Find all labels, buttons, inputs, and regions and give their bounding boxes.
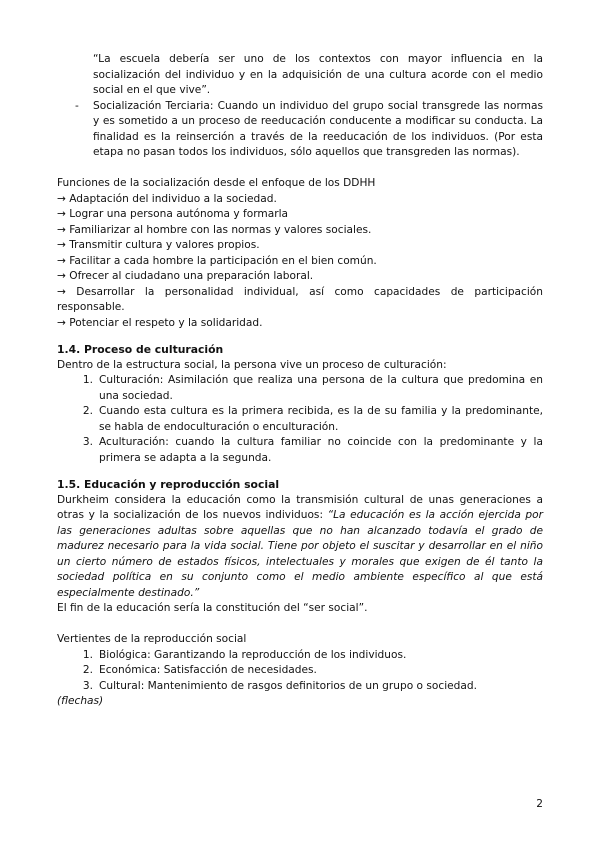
section-1-4-title: 1.4. Proceso de culturación [57, 343, 224, 356]
list-item-text: Culturación: Asimilación que realiza una persona de la cultura que predomina en una sociedad. [99, 374, 543, 402]
functions-heading: Funciones de la socialización desde el enfoque de los DDHH [57, 177, 376, 189]
vertientes-list [57, 648, 543, 695]
function-item: → Transmitir cultura y valores propios. [57, 239, 260, 251]
list-number: 1. [82, 648, 93, 661]
list-item [73, 404, 543, 435]
list-item-text: Biológica: Garantizando la reproducción de los individuos. [99, 648, 407, 661]
durkheim-quote: “La educación es la acción ejercida por las generaciones adultas sobre aquellas que no han alcanzado todavía el grado de madurez necesario para la vida social. Tiene por objeto el suscitar y desarrollar en el niño un cierto número de estados físicos, intelectuales y morales que exigen de él tanto la sociedad política en su conjunto como el medio ambiente específico al que está especialmente destinado.” [57, 509, 543, 599]
list-item-text: Cultural: Mantenimiento de rasgos definitorios de un grupo o sociedad. [99, 679, 477, 692]
list-item [73, 373, 543, 404]
durkheim-paragraph [57, 493, 543, 602]
section-1-5-title: 1.5. Educación y reproducción social [57, 478, 280, 491]
tertiary-socialization-item [75, 99, 543, 161]
list-number: 3. [82, 436, 93, 448]
list-item-text: Cuando esta cultura es la primera recibida, es la de su familia y la predominante, se habla de endoculturación o enculturación. [99, 405, 543, 433]
dash-bullet: - [75, 99, 79, 112]
document-page [57, 52, 543, 710]
tertiary-socialization-text: Socialización Terciaria: Cuando un individuo del grupo social transgrede las normas y es sometido a un proceso de reeducación conducente a modificar su conducta. La finalidad es la reinserción a través de la reeducación de los individuos. (Por esta etapa no pasan todos los individuos, sólo aquellos que transgreden las normas). [93, 99, 543, 158]
list-item-text: Económica: Satisfacción de necesidades. [99, 664, 317, 676]
vertientes-heading: Vertientes de la reproducción social [57, 633, 247, 645]
list-item [73, 679, 543, 695]
arrows-note-text: (flechas) [57, 695, 104, 707]
durkheim-intro: Durkheim considera la educación como la transmisión cultural de unas generaciones a otras y la socialización de los nuevos individuos: [57, 493, 543, 521]
culturation-list [57, 373, 543, 466]
function-item: → Facilitar a cada hombre la participación en el bien común. [57, 254, 377, 267]
function-item: → Adaptación del individuo a la sociedad. [57, 192, 277, 205]
list-number: 1. [82, 374, 93, 386]
function-item: → Familiarizar al hombre con las normas y valores sociales. [57, 223, 372, 236]
list-item [73, 435, 543, 466]
function-item: → Lograr una persona autónoma y formarla [57, 208, 289, 220]
function-item: → Desarrollar la personalidad individual, así como capacidades de participación responsable. [57, 285, 543, 313]
page-number: 2 [536, 798, 543, 810]
function-item: → Potenciar el respeto y la solidaridad. [57, 316, 263, 329]
quote-continuation: “La escuela debería ser uno de los contextos con mayor influencia en la socialización del individuo y en la adquisición de una cultura acorde con el medio social en el que vive”. [93, 53, 543, 96]
list-number: 2. [82, 405, 93, 417]
function-item: → Ofrecer al ciudadano una preparación laboral. [57, 270, 314, 282]
list-number: 3. [82, 679, 93, 692]
arrows-note [57, 694, 543, 710]
education-purpose: El fin de la educación sería la constitución del “ser social”. [57, 602, 368, 614]
list-item [73, 648, 543, 664]
list-item-text: Aculturación: cuando la cultura familiar no coincide con la predominante y la primera se adapta a la segunda. [99, 436, 543, 464]
section-1-4-intro: Dentro de la estructura social, la persona vive un proceso de culturación: [57, 358, 447, 371]
list-item [73, 663, 543, 679]
list-number: 2. [82, 664, 93, 676]
